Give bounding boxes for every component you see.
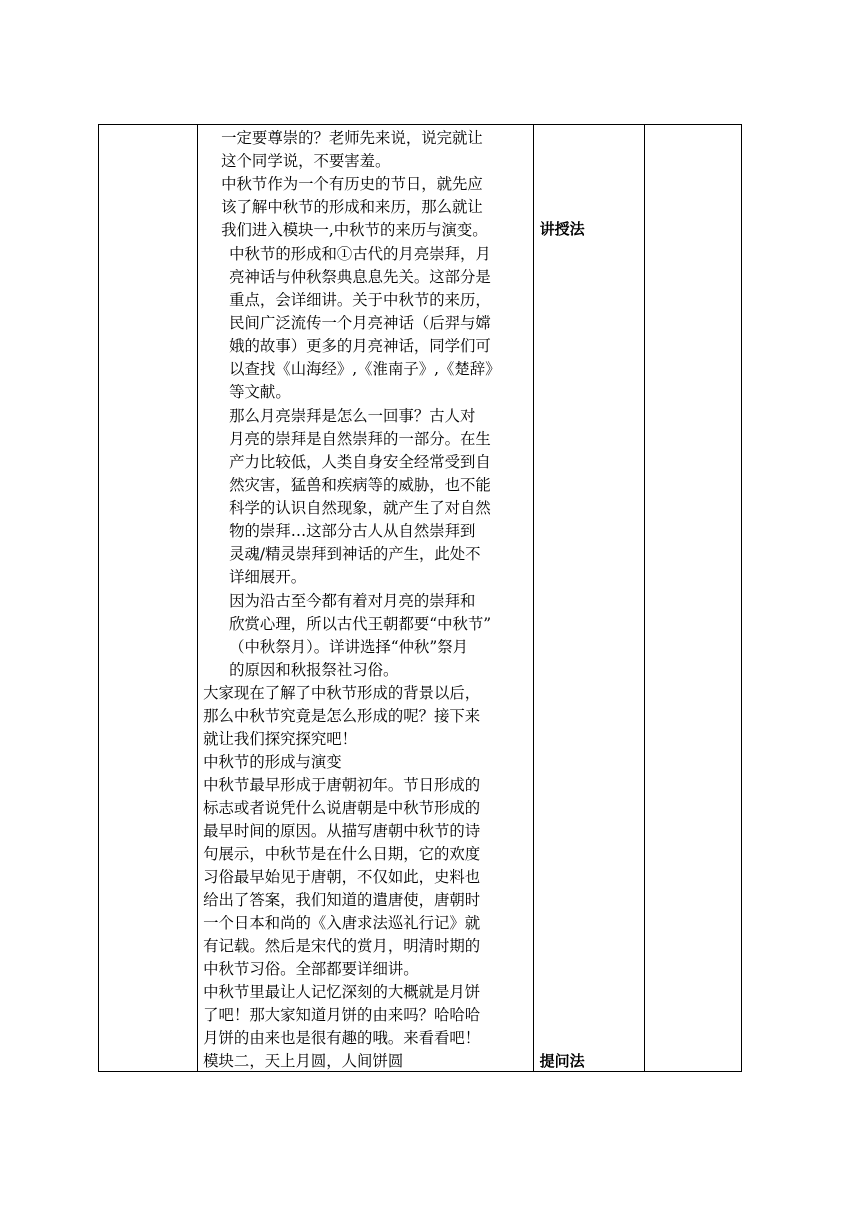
content-line: 最早时间的原因。从描写唐朝中秋节的诗 — [203, 822, 481, 840]
content-line: 习俗最早始见于唐朝，不仅如此，史料也 — [203, 868, 481, 886]
content-line: 月亮的崇拜是自然崇拜的一部分。在生 — [229, 430, 491, 448]
content-line: 那么月亮崇拜是怎么一回事？古人对 — [229, 407, 476, 425]
content-line: 科学的认识自然现象，就产生了对自然 — [229, 499, 491, 517]
content-line: 等文献。 — [229, 383, 291, 401]
content-line: 就让我们探究探究吧！ — [203, 730, 358, 748]
content-line: 详细展开。 — [229, 568, 307, 586]
content-line: 一个日本和尚的《入唐求法巡礼行记》就 — [203, 914, 481, 932]
content-line: 欣赏心理，所以古代王朝都要“中秋节” — [229, 615, 492, 633]
content-line: 然灾害，猛兽和疾病等的威胁，也不能 — [229, 476, 491, 494]
content-line: 大家现在了解了中秋节形成的背景以后， — [203, 684, 481, 702]
lesson-plan-table — [98, 124, 742, 1072]
content-line: 有记载。然后是宋代的赏月，明清时期的 — [203, 937, 481, 955]
content-line: 该了解中秋节的形成和来历，那么就让 — [221, 198, 483, 216]
content-line: 模块二，天上月圆，人间饼圆 — [203, 1052, 404, 1070]
content-line: 中秋节最早形成于唐朝初年。节日形成的 — [203, 776, 481, 794]
content-line: 民间广泛流传一个月亮神话（后羿与嫦 — [229, 314, 491, 332]
content-line: 句展示，中秋节是在什么日期，它的欢度 — [203, 845, 481, 863]
lesson-content — [198, 125, 533, 1071]
content-line: 重点，会详细讲。关于中秋节的来历， — [229, 291, 491, 309]
table-row — [99, 125, 742, 1072]
content-line: 中秋节的形成与演变 — [203, 753, 342, 771]
content-line: 亮神话与仲秋祭典息息先关。这部分是 — [229, 268, 491, 286]
content-line: 中秋节习俗。全部都要详细讲。 — [203, 960, 419, 978]
method-questioning: 提问法 — [539, 1052, 585, 1070]
content-line: 物的崇拜…这部分古人从自然崇拜到 — [229, 522, 476, 540]
content-line: 娥的故事）更多的月亮神话，同学们可 — [229, 337, 491, 355]
content-line: 标志或者说凭什么说唐朝是中秋节形成的 — [203, 799, 481, 817]
content-line: 了吧！那大家知道月饼的由来吗？哈哈哈 — [203, 1006, 481, 1024]
content-line: 中秋节里最让人记忆深刻的大概就是月饼 — [203, 983, 481, 1001]
teaching-method-cell — [533, 125, 644, 1072]
content-cell — [198, 125, 534, 1072]
content-line: 这个同学说，不要害羞。 — [221, 152, 391, 170]
method-column — [534, 125, 644, 1071]
content-line: 给出了答案，我们知道的遣唐使，唐朝时 — [203, 891, 481, 909]
empty-cell-right — [644, 125, 741, 1072]
content-line: 灵魂/精灵崇拜到神话的产生，此处不 — [229, 545, 481, 563]
content-line: 中秋节作为一个有历史的节日，就先应 — [221, 175, 483, 193]
content-line: （中秋祭月）。详讲选择“仲秋”祭月 — [229, 638, 469, 656]
content-line: 我们进入模块一,中秋节的来历与演变。 — [221, 221, 488, 239]
content-line: 那么中秋节究竟是怎么形成的呢？接下来 — [203, 707, 481, 725]
content-line: 月饼的由来也是很有趣的哦。来看看吧！ — [203, 1029, 481, 1047]
content-line: 一定要尊崇的？老师先来说，说完就让 — [221, 129, 483, 147]
empty-cell-left — [99, 125, 198, 1072]
content-line: 中秋节的形成和①古代的月亮崇拜，月 — [229, 245, 491, 263]
content-line: 的原因和秋报祭社习俗。 — [229, 661, 399, 679]
method-lecture: 讲授法 — [539, 220, 585, 238]
content-line: 因为沿古至今都有着对月亮的崇拜和 — [229, 592, 476, 610]
content-line: 产力比较低，人类自身安全经常受到自 — [229, 453, 491, 471]
content-line: 以查找《山海经》,《淮南子》,《楚辞》 — [229, 360, 501, 378]
